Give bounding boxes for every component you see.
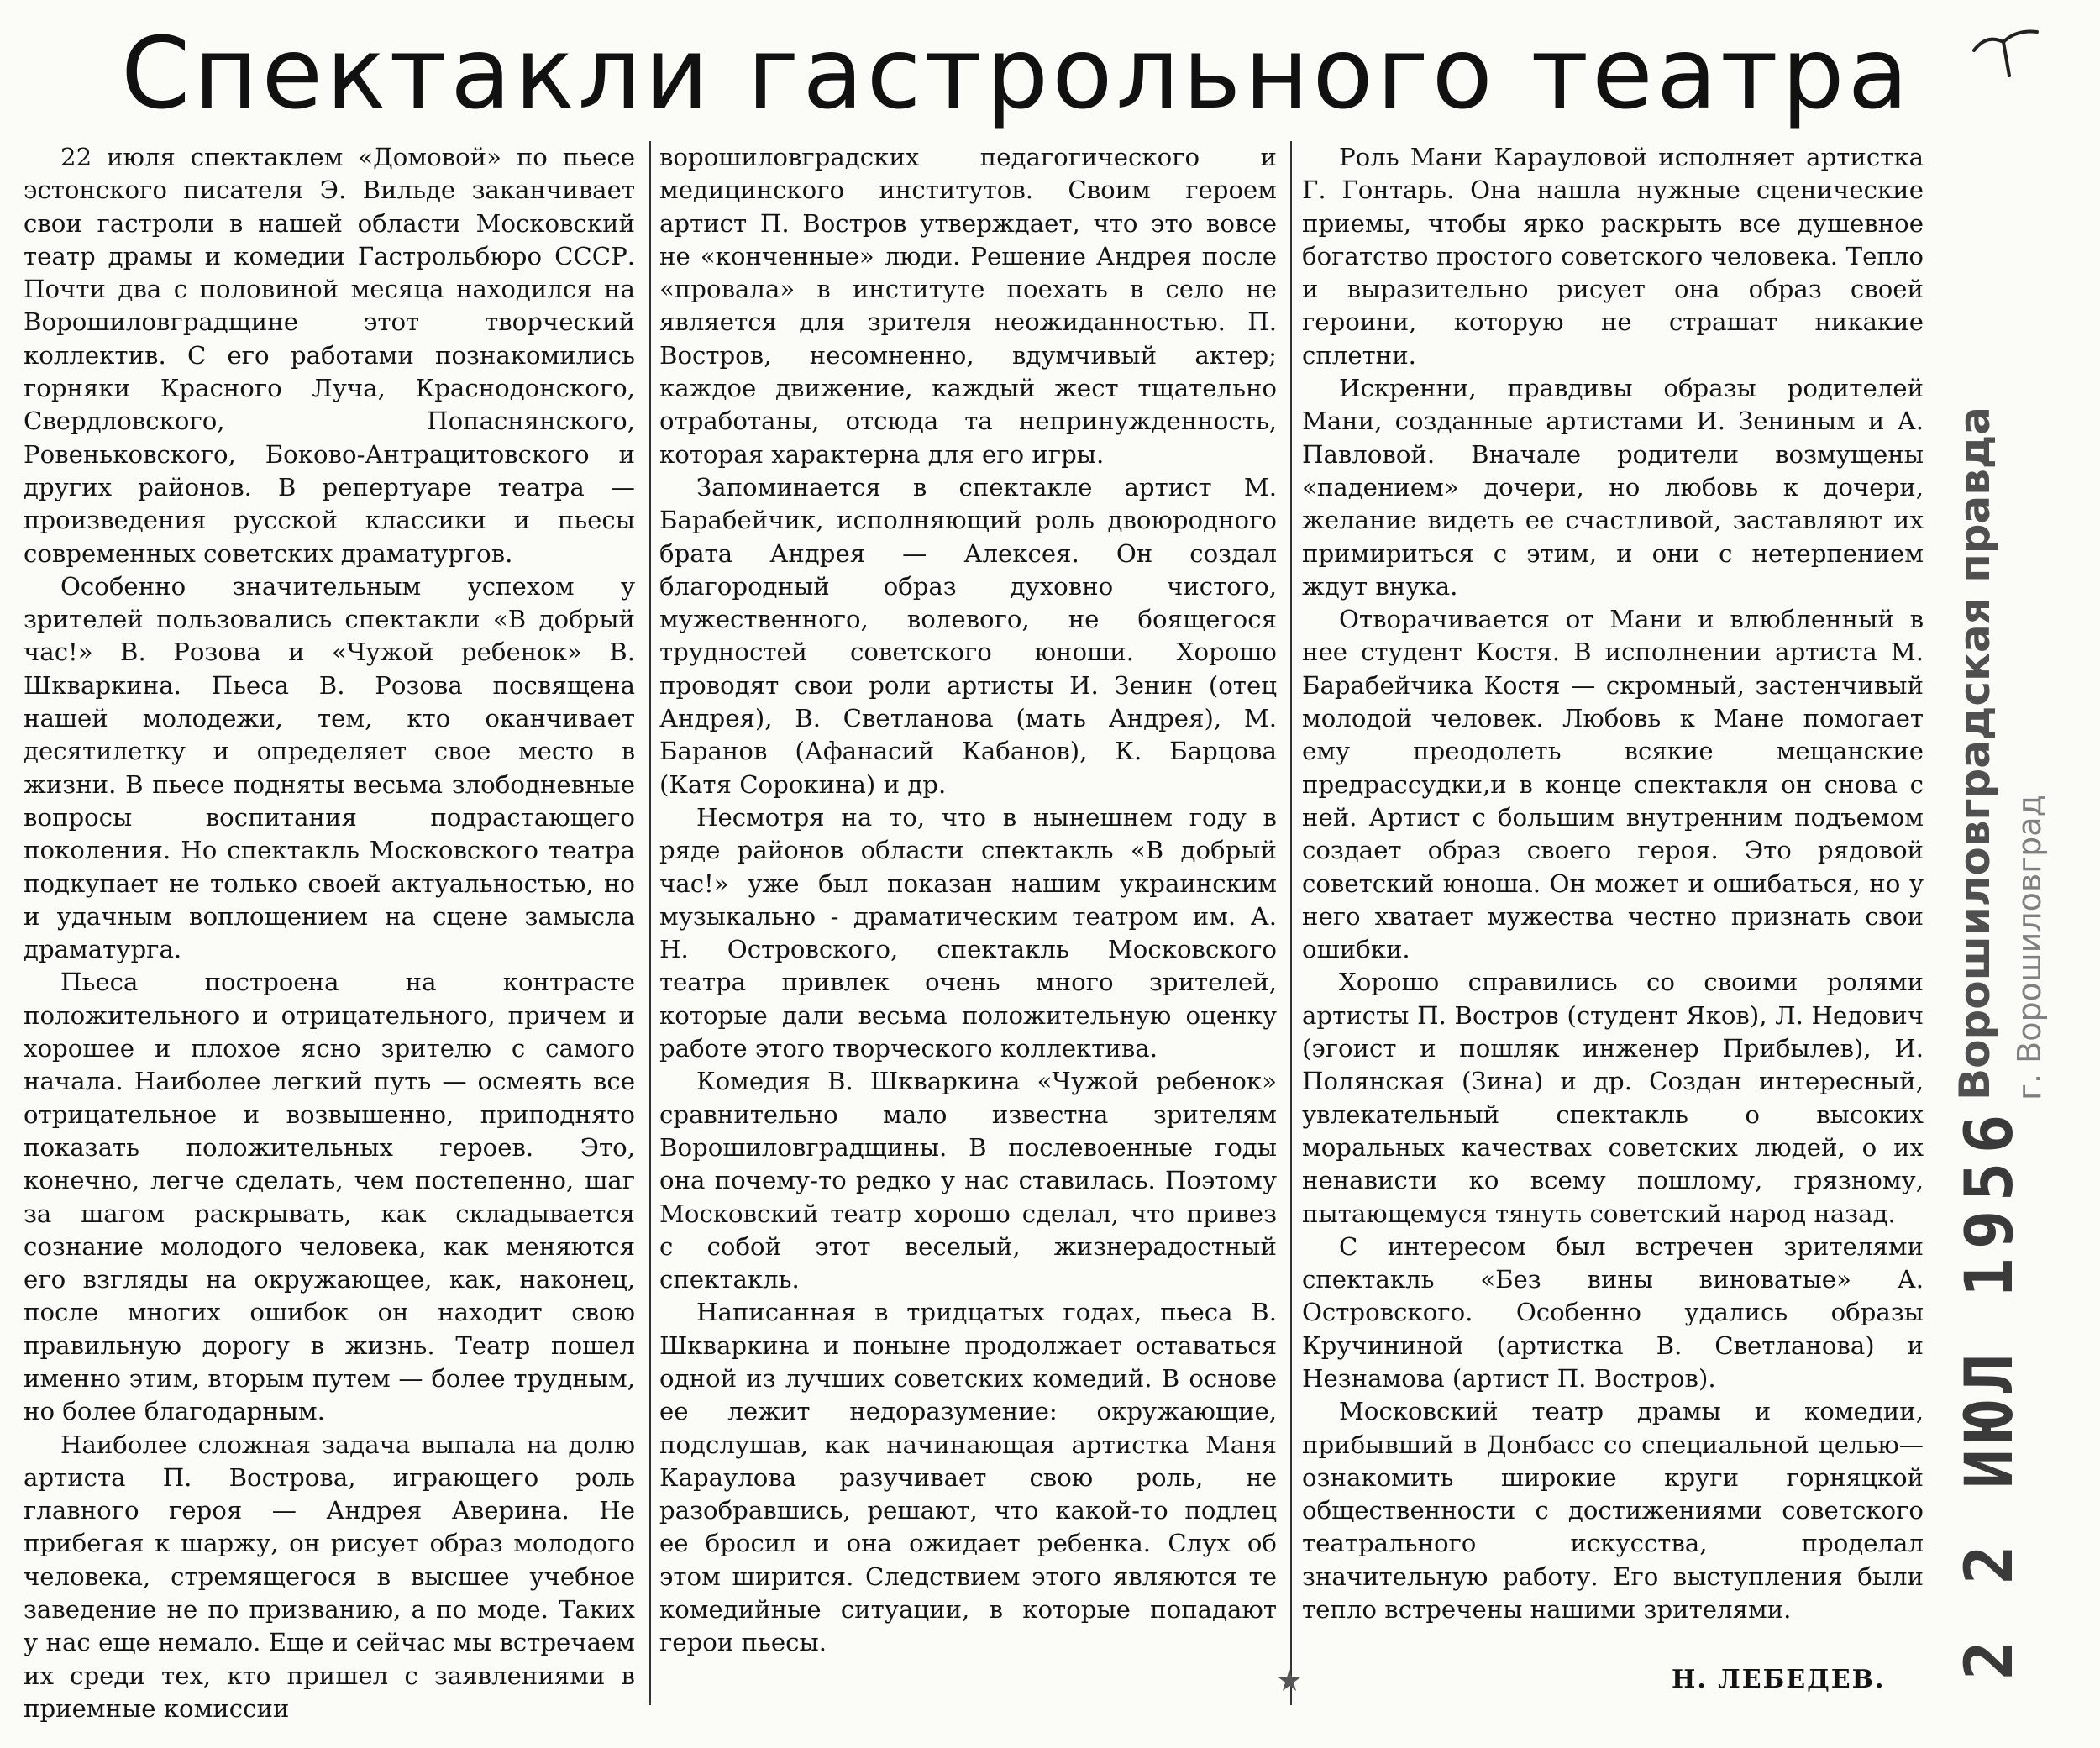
column-divider bbox=[1290, 141, 1292, 1705]
paragraph: Хорошо справились со своими ролями артисты П. Востров (студент Яков), Л. Недович (эгоист и пошляк инженер Прибылев), И. Полянская (Зина) и др. Создан интересный, увлекательный спектакль о высоких моральных качествах советских людей, о их ненависти ко всему пошлому, грязному, пытающемуся тянуть советский народ назад. bbox=[1302, 968, 1924, 1228]
article-column-2 bbox=[659, 141, 1277, 1703]
author-signature: Н. ЛЕБЕДЕВ. bbox=[1672, 1665, 1886, 1694]
paragraph: Несмотря на то, что в нынешнем году в ряде районов области спектакль «В добрый час!» уже был показан нашим украинским музыкально - драматическим театром им. А. Н. Островского, спектакль Московского театра привлек очень много зрителей, которые дали весьма положительную оценку работе этого творческого коллектива. bbox=[659, 802, 1277, 1063]
paragraph: Роль Мани Карауловой исполняет артистка Г. Гонтарь. Она нашла нужные сценические приемы, чтобы ярко раскрыть все душевное богатство простого советского человека. Тепло и выразительно рисует она образ своей героини, которую не страшат никакие сплетни. bbox=[1302, 143, 1924, 370]
paragraph: С интересом был встречен зрителями спектакль «Без вины виноватые» А. Островского. Особенно удались образы Кручининой (артистка В. Светланова) и Незнамова (артист П. Востров). bbox=[1302, 1231, 1924, 1393]
paragraph: 22 июля спектаклем «Домовой» по пьесе эстонского писателя Э. Вильде заканчивает свои гастроли в нашей области Московский театр драмы и комедии Гастрольбюро СССР. Почти два с половиной месяца находился на Ворошиловградщине этот творческий коллектив. С его работами познакомились горняки Красного Луча, Краснодонского, Свердловского, Попаснянского, Ровеньковского, Боково-Антрацитовского и других районов. В репертуаре театра — произведения русской классики и пьесы современных советских драматургов. bbox=[24, 143, 635, 568]
paragraph: Запоминается в спектакле артист М. Барабейчик, исполняющий роль двоюродного брата Андрея — Алексея. Он создал благородный образ духовно чистого, мужественного, волевого, не боящегося трудностей советского юноши. Хорошо проводят свои роли артисты И. Зенин (отец Андрея), В. Светланова (мать Андрея), М. Баранов (Афанасий Кабанов), К. Барцова (Катя Сорокина) и др. bbox=[659, 472, 1277, 799]
paragraph: Написанная в тридцатых годах, пьеса В. Шкваркина и поныне продолжает оставаться одной из лучших советских комедий. В основе ее лежит недоразумение: окружающие, подслушав, как начинающая артистка Маня Караулова разучивает свою роль, не разобравшись, решают, что какой-то подлец ее бросил и она ожидает ребенка. Слух об этом ширится. Следствием этого являются те комедийные ситуации, в которые попадают герои пьесы. bbox=[659, 1298, 1277, 1657]
stamp-newspaper: Ворошиловградская правда bbox=[1950, 406, 1999, 1100]
article-column-3 bbox=[1302, 141, 1924, 1703]
paragraph: Пьеса построена на контрасте положительного и отрицательного, причем и хорошее и плохое ясно зрителю с самого начала. Наиболее легкий путь — осмеять все отрицательное и возвышенно, приподнято показать положительных героев. Это, конечно, легче сделать, чем постепенно, шаг за шагом раскрывать, как складывается сознание молодого человека, как меняются его взгляды на окружающее, как, наконец, после многих ошибок он находит свою правильную дорогу в жизнь. Театр пошел именно этим, вторым путем — более трудным, но более благодарным. bbox=[24, 968, 635, 1426]
paragraph: Московский театр драмы и комедии, прибывший в Донбасс со специальной целью—ознакомить широкие круги горняцкой общественности с достижениями советского театрального искусства, проделал значительную работу. Его выступления были тепло встречены нашими зрителями. bbox=[1302, 1397, 1924, 1625]
stamp-date: 2 2 ИЮЛ 1956 bbox=[1952, 1105, 2028, 1680]
paragraph: Особенно значительным успехом у зрителей пользовались спектакли «В добрый час!» В. Розова и «Чужой ребенок» В. Шкваркина. Пьеса В. Розова посвящена нашей молодежи, тем, кто оканчивает десятилетку и определяет свое место в жизни. В пьесе подняты весьма злободневные вопросы воспитания подрастающего поколения. Но спектакль Московского театра подкупает не только своей актуальностью, но и удачным воплощением на сцене замысла драматурга. bbox=[24, 571, 635, 964]
article-column-1 bbox=[24, 141, 635, 1723]
article-body bbox=[24, 141, 1924, 1723]
paragraph: ворошиловградских педагогического и медицинского институтов. Своим героем артист П. Востров утверждает, что это вовсе не «конченные» люди. Решение Андрея после «провала» в институте поехать в село не является для зрителя неожиданностью. П. Востров, несомненно, вдумчивый актер; каждое движение, каждый жест тщательно отработаны, отсюда та непринужденность, которая характерна для его игры. bbox=[659, 143, 1277, 469]
handwritten-mark bbox=[1957, 17, 2050, 109]
paragraph: Искренни, правдивы образы родителей Мани, созданные артистами И. Зениным и А. Павловой. Вначале родители возмущены «падением» дочери, но любовь к дочери, желание видеть ее счастливой, заставляют их примириться с этим, и они с нетерпением ждут внука. bbox=[1302, 374, 1924, 601]
paragraph: Наиболее сложная задача выпала на долю артиста П. Вострова, играющего роль главного героя — Андрея Аверина. Не прибегая к шаржу, он рисует образ молодого человека, стремящегося в высшее учебное заведение не по призванию, а по моде. Таких у нас еще немало. Еще и сейчас мы встречаем их среди тех, кто пришел с заявлениями в приемные комиссии bbox=[24, 1430, 635, 1723]
column-divider bbox=[649, 141, 651, 1705]
paragraph: Отворачивается от Мани и влюбленный в нее студент Костя. В исполнении артиста М. Барабейчика Костя — скромный, застенчивый молодой человек. Любовь к Мане помогает ему преодолеть всякие мещанские предрассудки,и в конце спектакля он снова с ней. Артист с большим внутренним подъемом создает образ своего героя. Это рядовой советский юноша. Он может и ошибаться, но у него хватает мужества честно признать свои ошибки. bbox=[1302, 605, 1924, 964]
paragraph: Комедия В. Шкваркина «Чужой ребенок» сравнительно мало известна зрителям Ворошиловградщины. В послевоенные годы она почему-то редко у нас ставилась. Поэтому Московский театр хорошо сделал, что привез с собой этот веселый, жизнерадостный спектакль. bbox=[659, 1067, 1277, 1294]
stamp-city: г. Ворошиловград bbox=[2011, 795, 2048, 1100]
archive-stamp bbox=[1942, 406, 2085, 1680]
article-headline: Спектакли гастрольного театра bbox=[121, 15, 1912, 131]
star-ornament-icon bbox=[1277, 1667, 1302, 1693]
